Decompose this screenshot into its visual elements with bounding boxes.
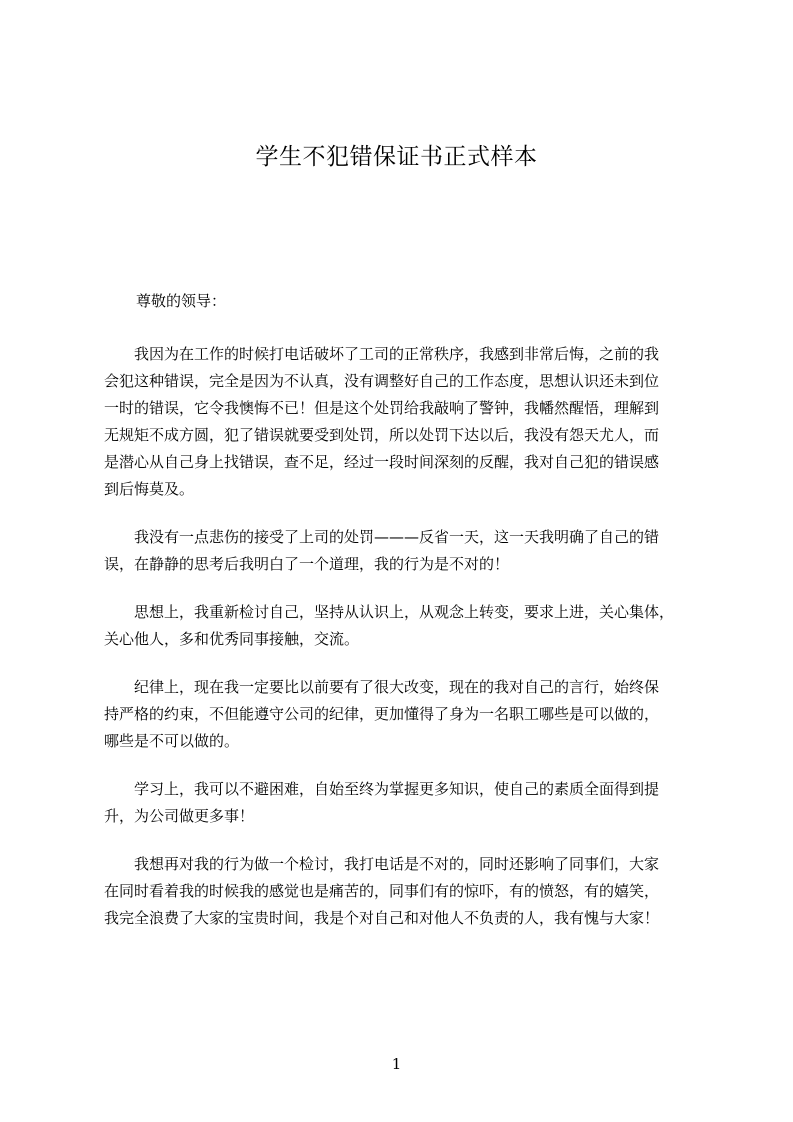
text-line: 是潜心从自己身上找错误，查不足，经过一段时间深刻的反醒，我对自己犯的错误感 (104, 453, 660, 471)
text-line: 会犯这种错误，完全是因为不认真，没有调整好自己的工作态度，思想认识还未到位 (104, 372, 660, 390)
text-line: 纪律上，现在我一定要比以前要有了很大改变，现在的我对自己的言行，始终保 (104, 678, 660, 696)
paragraph (104, 674, 706, 755)
paragraph (104, 776, 706, 830)
paragraph-gap (104, 503, 706, 524)
text-line: 升，为公司做更多事！ (104, 807, 255, 825)
text-line: 我完全浪费了大家的宝贵时间，我是个对自己和对他人不负责的人，我有愧与大家！ (104, 909, 660, 927)
text-line: 到后悔莫及。 (104, 480, 195, 498)
text-line: 我想再对我的行为做一个检讨，我打电话是不对的，同时还影响了同事们，大家 (104, 855, 660, 873)
paragraph-gap (104, 755, 706, 776)
document-title: 学生不犯错保证书正式样本 (255, 144, 538, 170)
text-line: 我没有一点悲伤的接受了上司的处罚———反省一天，这一天我明确了自己的错 (104, 528, 660, 546)
salutation: 尊敬的领导： (136, 292, 227, 310)
paragraph-gap (104, 578, 706, 599)
paragraph (104, 851, 706, 932)
paragraph-gap (104, 653, 706, 674)
document-body (104, 341, 706, 932)
paragraph-gap (104, 830, 706, 851)
text-line: 哪些是不可以做的。 (104, 732, 240, 750)
text-line: 误，在静静的思考后我明白了一个道理，我的行为是不对的！ (104, 555, 510, 573)
page-number: 1 (391, 1055, 402, 1073)
text-line: 持严格的约束，不但能遵守公司的纪律，更加懂得了身为一名职工哪些是可以做的， (104, 705, 660, 723)
text-line: 一时的错误，它令我懊悔不已！但是这个处罚给我敲响了警钟，我幡然醒悟，理解到 (104, 399, 660, 417)
text-line: 无规矩不成方圆，犯了错误就要受到处罚，所以处罚下达以后，我没有怨天尤人，而 (104, 426, 660, 444)
text-line: 思想上，我重新检讨自己，坚持从认识上，从观念上转变，要求上进，关心集体， (104, 603, 675, 621)
text-line: 学习上，我可以不避困难，自始至终为掌握更多知识，使自己的素质全面得到提 (104, 780, 660, 798)
paragraph (104, 599, 706, 653)
paragraph (104, 524, 706, 578)
text-line: 关心他人，多和优秀同事接触，交流。 (104, 630, 360, 648)
text-line: 在同时看着我的时候我的感觉也是痛苦的，同事们有的惊吓，有的愤怒，有的嬉笑， (104, 882, 660, 900)
paragraph (104, 341, 706, 503)
text-line: 我因为在工作的时候打电话破坏了工司的正常秩序，我感到非常后悔，之前的我 (104, 345, 660, 363)
